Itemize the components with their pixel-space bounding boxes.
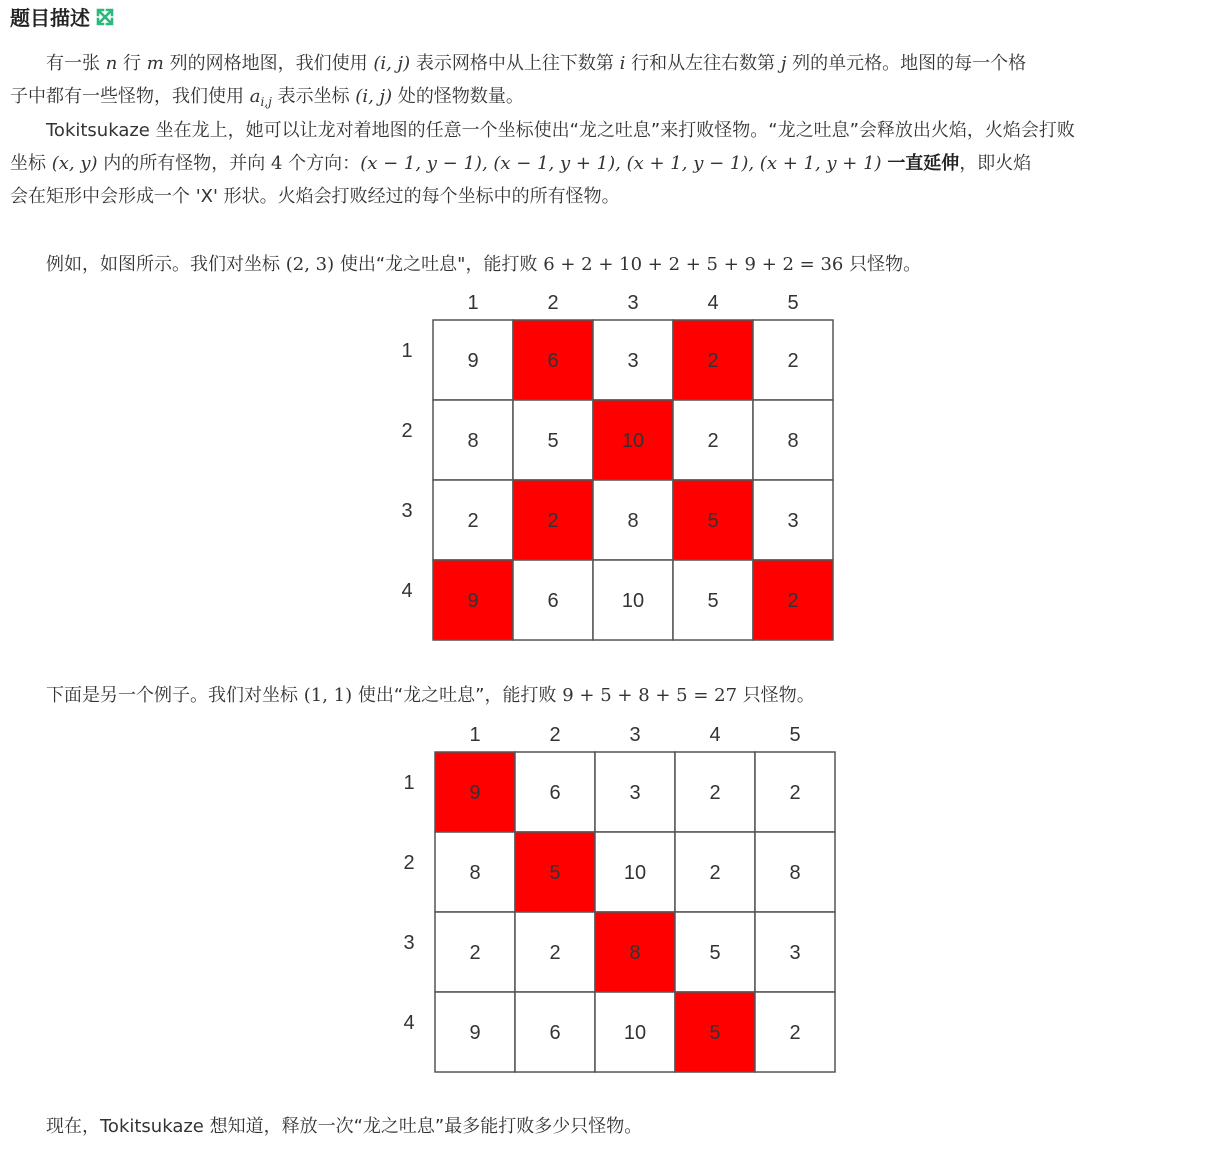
math-coord: (1, 1): [303, 685, 353, 706]
paragraph-question: [10, 1110, 1224, 1143]
math-m: m: [146, 53, 164, 74]
text: ，即火焰: [959, 153, 1032, 174]
column-label: 4: [709, 724, 721, 746]
cell-value: 2: [787, 590, 799, 612]
text: 个方向：: [282, 153, 361, 174]
cell-value: 3: [629, 782, 641, 804]
text: 使出“龙之吐息”，能打败: [352, 685, 563, 706]
column-label: 2: [549, 724, 561, 746]
paragraph-example-2: [10, 679, 1224, 712]
cell-value: 3: [787, 510, 799, 532]
cell-value: 8: [469, 862, 481, 884]
column-label: 1: [467, 292, 479, 314]
row-label: 4: [403, 1012, 415, 1034]
text: 表示网格中从上往下数第: [410, 53, 620, 74]
text: 表示坐标: [271, 86, 356, 107]
math-xy: (x, y): [51, 153, 98, 174]
emphasis-text: 一直延伸: [887, 153, 960, 174]
text: 只怪物。: [737, 685, 815, 706]
cell-value: 10: [621, 590, 645, 612]
cell-value: 5: [547, 430, 559, 452]
text: Tokitsukaze 坐在龙上，她可以让龙对着地图的任意一个坐标使出“龙之吐息”来打败怪物。“龙之吐息”会释放出火焰，火焰会打败: [46, 120, 1075, 141]
column-label: 5: [787, 292, 799, 314]
text: 行: [117, 53, 147, 74]
cell-value: 8: [467, 430, 479, 452]
cell-value: 8: [789, 862, 801, 884]
cell-value: 2: [787, 350, 799, 372]
cell-value: 2: [467, 510, 479, 532]
cell-value: 5: [709, 1022, 721, 1044]
cell-value: 5: [709, 942, 721, 964]
column-label: 1: [469, 724, 481, 746]
section-title: 题目描述: [10, 5, 90, 30]
text: 有一张: [46, 53, 106, 74]
cell-value: 10: [621, 430, 645, 452]
text: 内的所有怪物，并向: [97, 153, 271, 174]
grid-figure-1: [390, 285, 850, 649]
paragraph-grid-intro: [10, 47, 1224, 119]
math-a: a: [249, 86, 261, 107]
cell-value: 9: [467, 350, 479, 372]
cell-value: 2: [789, 1022, 801, 1044]
math-coord: (2, 3): [285, 254, 335, 275]
math-directions: (x − 1, y − 1), (x − 1, y + 1), (x + 1, y − 1), (x + 1, y + 1): [360, 153, 882, 174]
cell-value: 6: [549, 782, 561, 804]
cell-value: 8: [629, 942, 641, 964]
cell-value: 9: [469, 1022, 481, 1044]
row-label: 2: [403, 852, 415, 874]
math-j: j: [780, 53, 787, 74]
cell-value: 2: [789, 782, 801, 804]
row-label: 3: [401, 500, 413, 522]
row-label: 2: [401, 420, 413, 442]
cell-value: 2: [469, 942, 481, 964]
math-ij: (i, j): [373, 53, 411, 74]
column-label: 3: [629, 724, 641, 746]
cell-value: 9: [469, 782, 481, 804]
text: 例如，如图所示。我们对坐标: [46, 254, 286, 275]
cell-value: 5: [549, 862, 561, 884]
cell-value: 2: [549, 942, 561, 964]
cell-value: 6: [549, 1022, 561, 1044]
math-sum: 9 + 5 + 8 + 5 = 27: [562, 685, 738, 706]
cell-value: 2: [709, 782, 721, 804]
cell-value: 3: [627, 350, 639, 372]
expand-icon[interactable]: [96, 7, 114, 25]
grid-figure-2: [392, 717, 852, 1081]
cell-value: 2: [547, 510, 559, 532]
column-label: 4: [707, 292, 719, 314]
text: 使出“龙之吐息"，能打败: [334, 254, 544, 275]
cell-value: 5: [707, 590, 719, 612]
math-four: 4: [271, 153, 283, 174]
text: 处的怪物数量。: [392, 86, 524, 107]
math-ij: (i, j): [355, 86, 393, 107]
cell-value: 8: [787, 430, 799, 452]
cell-value: 2: [709, 862, 721, 884]
cell-value: 10: [623, 1022, 647, 1044]
row-label: 1: [403, 772, 415, 794]
column-label: 5: [789, 724, 801, 746]
cell-value: 6: [547, 350, 559, 372]
row-label: 4: [401, 580, 413, 602]
column-label: 2: [547, 292, 559, 314]
text: 下面是另一个例子。我们对坐标: [46, 685, 304, 706]
row-label: 1: [401, 340, 413, 362]
math-sum: 6 + 2 + 10 + 2 + 5 + 9 + 2 = 36: [543, 254, 844, 275]
cell-value: 2: [707, 350, 719, 372]
text: 列的单元格。地图的每一个格: [786, 53, 1027, 74]
math-n: n: [105, 53, 118, 74]
text: 现在，Tokitsukaze 想知道，释放一次“龙之吐息”最多能打败多少只怪物。: [46, 1116, 643, 1137]
text: 列的网格地图，我们使用: [163, 53, 374, 74]
text: 会在矩形中会形成一个 'X' 形状。火焰会打败经过的每个坐标中的所有怪物。: [10, 186, 620, 207]
cell-value: 3: [789, 942, 801, 964]
math-a-subscript: i,j: [260, 95, 272, 109]
cell-value: 10: [623, 862, 647, 884]
section-heading: [10, 2, 114, 30]
paragraph-dragon-breath: [10, 114, 1224, 213]
cell-value: 5: [707, 510, 719, 532]
row-label: 3: [403, 932, 415, 954]
paragraph-example-1: [10, 248, 1224, 281]
cell-value: 2: [707, 430, 719, 452]
text: 只怪物。: [843, 254, 922, 275]
cell-value: 9: [467, 590, 479, 612]
column-label: 3: [627, 292, 639, 314]
text: 行和从左往右数第: [625, 53, 781, 74]
text: 子中都有一些怪物，我们使用: [10, 86, 250, 107]
text: 坐标: [10, 153, 52, 174]
cell-value: 6: [547, 590, 559, 612]
math-i: i: [619, 53, 626, 74]
cell-value: 8: [627, 510, 639, 532]
